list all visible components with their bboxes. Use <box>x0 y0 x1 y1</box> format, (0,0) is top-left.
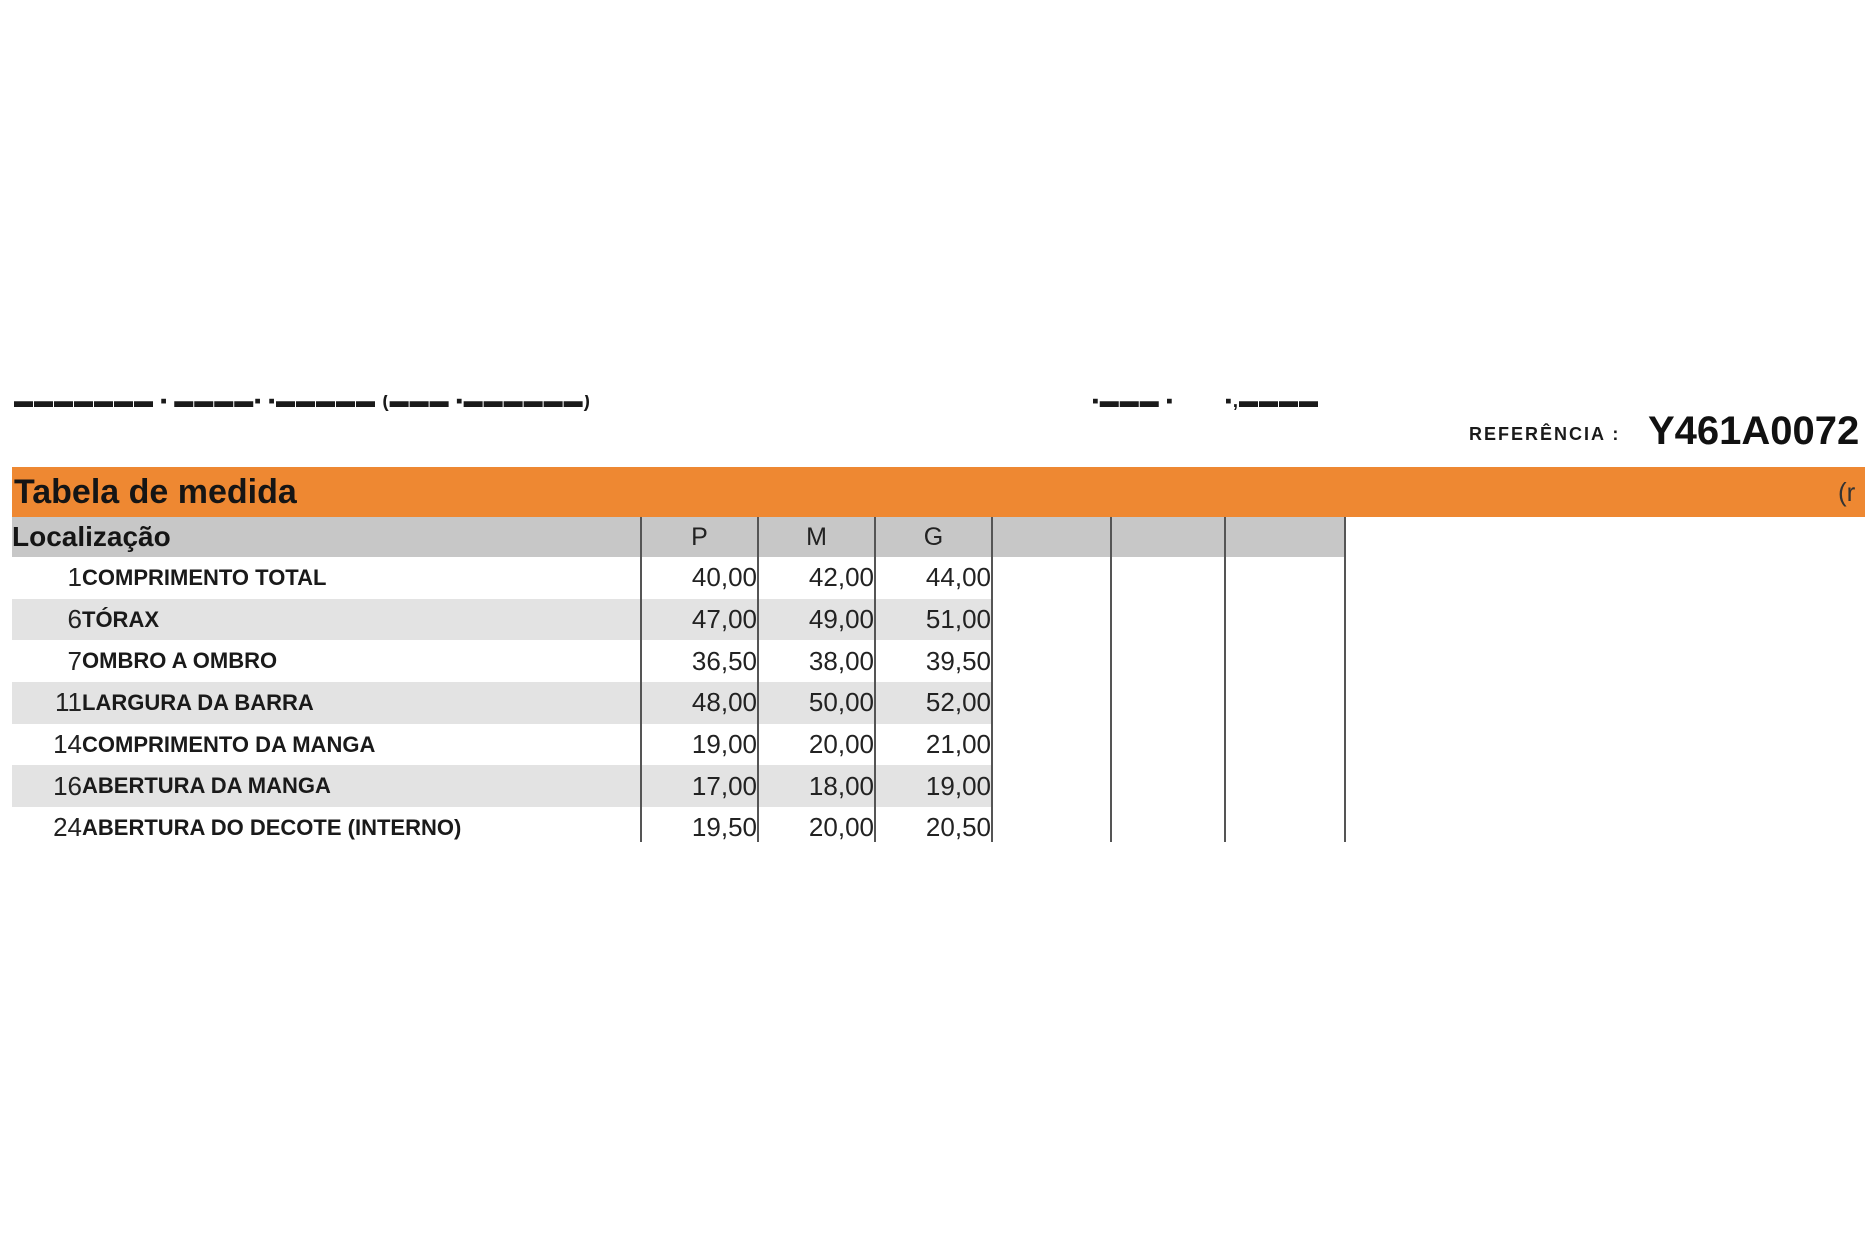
empty-cell <box>1111 765 1225 807</box>
row-description: LARGURA DA BARRA <box>82 682 641 724</box>
size-header-g: G <box>875 517 992 557</box>
table-row <box>12 599 1345 641</box>
value-p: 40,00 <box>641 557 758 599</box>
empty-cell <box>1111 599 1225 641</box>
value-m: 49,00 <box>758 599 875 641</box>
row-description: OMBRO A OMBRO <box>82 648 278 674</box>
table-row <box>12 765 1345 807</box>
row-description: COMPRIMENTO TOTAL <box>82 564 327 590</box>
value-m: 20,00 <box>758 724 875 766</box>
table-row <box>12 557 1345 599</box>
row-description: TÓRAX <box>82 599 641 641</box>
empty-cell <box>1225 599 1345 641</box>
section-title: Tabela de medida <box>14 473 297 511</box>
value-m: 20,00 <box>758 807 875 849</box>
value-p: 19,50 <box>641 807 758 849</box>
value-m: 18,00 <box>758 765 875 807</box>
row-number: 6 <box>12 599 82 641</box>
row-description: ABERTURA DA MANGA <box>82 765 641 807</box>
row-number: 1 <box>67 562 82 593</box>
value-g: 20,50 <box>875 807 992 849</box>
empty-cell <box>1111 682 1225 724</box>
blank-area <box>0 842 1875 1251</box>
table-row <box>12 640 1345 682</box>
value-m: 38,00 <box>758 640 875 682</box>
value-g: 19,00 <box>875 765 992 807</box>
empty-cell <box>1111 557 1225 599</box>
reference-label: REFERÊNCIA : <box>1469 424 1621 444</box>
value-m: 50,00 <box>758 682 875 724</box>
row-description: ABERTURA DO DECOTE (INTERNO) <box>82 814 462 840</box>
location-header: Localização <box>12 517 641 557</box>
clipped-field-text: ▪▬▬▬ ▪ <box>1092 395 1174 412</box>
value-p: 17,00 <box>641 765 758 807</box>
size-header-empty-1 <box>992 517 1111 557</box>
value-p: 47,00 <box>641 599 758 641</box>
empty-cell <box>992 765 1111 807</box>
value-g: 52,00 <box>875 682 992 724</box>
empty-cell <box>1225 765 1345 807</box>
value-g: 39,50 <box>875 640 992 682</box>
measurement-table <box>12 517 1346 849</box>
size-header-empty-3 <box>1225 517 1345 557</box>
table-row <box>12 682 1345 724</box>
value-g: 44,00 <box>875 557 992 599</box>
value-p: 48,00 <box>641 682 758 724</box>
value-p: 36,50 <box>641 640 758 682</box>
row-number: 11 <box>12 682 82 724</box>
value-g: 21,00 <box>875 724 992 766</box>
row-number: 7 <box>67 645 82 676</box>
clipped-header-line <box>0 395 1875 415</box>
empty-cell <box>1225 640 1345 682</box>
table-header-row <box>12 517 1345 557</box>
empty-cell <box>992 682 1111 724</box>
empty-cell <box>1225 682 1345 724</box>
value-m: 42,00 <box>758 557 875 599</box>
clipped-field-value: ▪,▬▬▬▬ <box>1225 395 1320 412</box>
empty-cell <box>1111 640 1225 682</box>
size-header-m: M <box>758 517 875 557</box>
clipped-description-text: ▬▬▬▬▬▬▬ ▪ ▬▬▬▬▪ ▪▬▬▬▬▬ (▬▬▬ ▪▬▬▬▬▬▬) <box>14 395 591 412</box>
reference-value: Y461A0072 <box>1648 409 1860 453</box>
empty-cell <box>992 557 1111 599</box>
size-header-p: P <box>641 517 758 557</box>
row-description: COMPRIMENTO DA MANGA <box>82 731 376 757</box>
table-row <box>12 724 1345 766</box>
row-number: 24 <box>53 812 82 843</box>
section-banner <box>12 467 1865 517</box>
empty-cell <box>992 640 1111 682</box>
empty-cell <box>1225 724 1345 766</box>
empty-cell <box>1111 724 1225 766</box>
row-number: 16 <box>12 765 82 807</box>
banner-right-fragment: (r <box>1838 477 1856 507</box>
empty-cell <box>992 599 1111 641</box>
empty-cell <box>1225 557 1345 599</box>
size-header-empty-2 <box>1111 517 1225 557</box>
value-p: 19,00 <box>641 724 758 766</box>
row-number: 14 <box>53 729 82 760</box>
empty-cell <box>992 724 1111 766</box>
value-g: 51,00 <box>875 599 992 641</box>
